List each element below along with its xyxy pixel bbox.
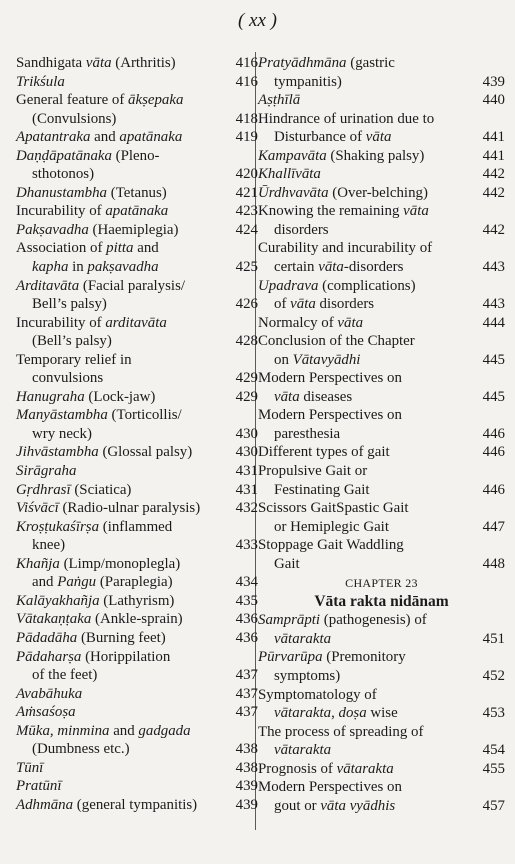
- entry-title: disorders: [274, 221, 329, 238]
- left-column: [16, 54, 258, 814]
- entry-title: Pādaharṣa (Horippilation: [16, 648, 171, 665]
- entry-title: Jihvāstambha (Glossal palsy): [16, 444, 193, 461]
- entry-title: Modern Perspectives on: [258, 779, 402, 796]
- entry-title: Incurability of apatānaka: [16, 203, 169, 220]
- page-number: 424: [235, 221, 258, 238]
- toc-entry[interactable]: [258, 239, 505, 276]
- entry-title: Temporary relief in: [16, 351, 132, 368]
- page-number: 446: [482, 444, 505, 461]
- toc-entry[interactable]: [16, 481, 258, 500]
- entry-title: Pratūnī: [16, 778, 62, 795]
- entry-title: Different types of gait: [258, 444, 390, 461]
- toc-entry[interactable]: [16, 406, 258, 443]
- page-number: 442: [482, 184, 505, 201]
- page-number: 442: [482, 166, 505, 183]
- toc-entry[interactable]: [258, 314, 505, 333]
- entry-title: Knowing the remaining vāta: [258, 203, 429, 220]
- toc-entry[interactable]: [258, 332, 505, 369]
- page-number: 431: [235, 481, 258, 498]
- toc-entry[interactable]: [258, 462, 505, 499]
- toc-entry[interactable]: [258, 443, 505, 462]
- entry-title: convulsions: [32, 370, 104, 387]
- entry-title: Tūnī: [16, 759, 44, 776]
- toc-entry[interactable]: [16, 221, 258, 240]
- page-number: 419: [235, 129, 258, 146]
- entry-title: Hanugraha (Lock-jaw): [16, 388, 156, 405]
- toc-entry[interactable]: [258, 499, 505, 536]
- toc-entry[interactable]: [258, 760, 505, 779]
- toc-entry[interactable]: [16, 147, 258, 184]
- page-number: 437: [235, 685, 258, 702]
- page-number: 445: [482, 388, 505, 405]
- entry-title: knee): [32, 537, 66, 554]
- toc-entry[interactable]: [16, 73, 258, 92]
- page-number: 447: [482, 518, 505, 535]
- entry-title: kapha in pakṣavadha: [32, 259, 159, 276]
- page-number: 448: [482, 555, 505, 572]
- page-number: 428: [235, 333, 258, 350]
- page-number: 446: [482, 425, 505, 442]
- entry-title: Disturbance of vāta: [274, 129, 392, 146]
- entry-title: Scissors GaitSpastic Gait: [258, 500, 409, 517]
- page-number: 438: [235, 741, 258, 758]
- page-number: 426: [235, 296, 258, 313]
- page-number: 420: [235, 166, 258, 183]
- page-number: 446: [482, 481, 505, 498]
- toc-entry[interactable]: [16, 722, 258, 759]
- chapter-label: CHAPTER 23: [345, 576, 418, 591]
- entry-title: (Bell’s palsy): [32, 333, 112, 350]
- toc-entry[interactable]: [16, 91, 258, 128]
- page-number: 416: [235, 55, 258, 71]
- toc-entry[interactable]: [16, 555, 258, 592]
- entry-title: Vātakaṇṭaka (Ankle-sprain): [16, 611, 183, 628]
- page-header: ( xx ): [237, 10, 278, 31]
- toc-entry[interactable]: [258, 723, 505, 760]
- toc-entry[interactable]: [16, 518, 258, 555]
- toc-entry[interactable]: [16, 388, 258, 407]
- entry-title: Modern Perspectives on: [258, 407, 402, 424]
- entry-title: Kroṣṭukaśīrṣa (inflammed: [16, 518, 173, 535]
- entry-title: Samprāpti (pathogenesis) of: [258, 612, 427, 629]
- entry-title: Arditavāta (Facial paralysis/: [16, 277, 185, 294]
- entry-title: Daṇḍāpatānaka (Pleno-: [16, 147, 160, 164]
- page-number: 432: [235, 500, 258, 517]
- page-number: 444: [482, 314, 505, 331]
- page-number: 436: [235, 611, 258, 628]
- entry-title: Kalāyakhañja (Lathyrism): [16, 592, 175, 609]
- entry-title: Aṣṭhīlā: [258, 92, 301, 109]
- toc-entry[interactable]: [16, 314, 258, 351]
- toc-entry[interactable]: [258, 202, 505, 239]
- entry-title: Khañja (Limp/monoplegla): [16, 555, 181, 572]
- toc-entry[interactable]: [258, 165, 505, 184]
- toc-entry[interactable]: [258, 369, 505, 406]
- entry-title: Hindrance of urination due to: [258, 110, 435, 127]
- page-number: 437: [235, 667, 258, 684]
- toc-entry[interactable]: [16, 202, 258, 221]
- page-number: 436: [235, 629, 258, 646]
- entry-title: Viśvācī (Radio-ulnar paralysis): [16, 500, 201, 517]
- entry-title: Avabāhuka: [16, 685, 83, 702]
- toc-entry[interactable]: [16, 462, 258, 481]
- toc-entry[interactable]: [16, 184, 258, 203]
- entry-title: of vāta disorders: [274, 296, 375, 313]
- entry-title: Mūka, minmina and gadgada: [16, 722, 191, 739]
- page-number: 445: [482, 351, 505, 368]
- toc-entry[interactable]: [16, 648, 258, 685]
- entry-title: Modern Perspectives on: [258, 370, 402, 387]
- entry-title: Stoppage Gait Waddling: [258, 537, 404, 554]
- toc-entry[interactable]: [16, 610, 258, 629]
- entry-title: Festinating Gait: [274, 481, 370, 498]
- entry-title: sthotonos): [32, 166, 95, 183]
- toc-entry[interactable]: [16, 443, 258, 462]
- page-number: 423: [235, 203, 258, 220]
- entry-title: vātarakta, doṣa wise: [274, 705, 398, 722]
- toc-entry[interactable]: [16, 54, 258, 73]
- entry-title: of the feet): [32, 667, 98, 684]
- page-number: 433: [235, 537, 258, 554]
- page-number: 425: [235, 259, 258, 276]
- entry-title: vātarakta: [274, 742, 332, 759]
- page-number: 452: [482, 667, 505, 684]
- entry-title: certain vāta-disorders: [274, 259, 404, 276]
- entry-title: Trikśula: [16, 73, 65, 90]
- entry-title: and Paṅgu (Paraplegia): [32, 574, 173, 591]
- entry-title: Pādadāha (Burning feet): [16, 629, 166, 646]
- toc-entry[interactable]: [258, 536, 505, 573]
- toc-entry[interactable]: [16, 796, 258, 815]
- toc-entry[interactable]: [258, 91, 505, 110]
- entry-title: The process of spreading of: [258, 723, 424, 740]
- toc-entry[interactable]: [16, 499, 258, 518]
- entry-title: Ūrdhvavāta (Over-belching): [258, 184, 428, 201]
- toc-entry[interactable]: [16, 277, 258, 314]
- toc-entry[interactable]: [16, 351, 258, 388]
- entry-title: Apatantraka and apatānaka: [16, 129, 183, 146]
- page-number: 430: [235, 444, 258, 461]
- page-number: 439: [235, 796, 258, 813]
- page-number: 434: [235, 574, 258, 591]
- page-number: 441: [482, 147, 505, 164]
- entry-title: Normalcy of vāta: [258, 314, 364, 331]
- toc-entry[interactable]: [16, 128, 258, 147]
- toc-entry[interactable]: [258, 110, 505, 147]
- entry-title: Khallīvāta: [258, 166, 321, 183]
- entry-title: (Convulsions): [32, 110, 117, 127]
- page-number: 443: [482, 296, 505, 313]
- page-number: 437: [235, 704, 258, 721]
- toc-entry[interactable]: [16, 777, 258, 796]
- entry-title: tympanitis): [274, 73, 342, 90]
- entry-title: or Hemiplegic Gait: [274, 518, 389, 535]
- page-number: 457: [482, 797, 505, 814]
- entry-title: Curability and incurability of: [258, 240, 433, 257]
- entry-title: vātarakta: [274, 630, 332, 647]
- page-number: 430: [235, 425, 258, 442]
- entry-title: Aṁsaśoṣa: [16, 704, 76, 721]
- page-number: 453: [482, 705, 505, 722]
- entry-title: paresthesia: [274, 425, 341, 442]
- toc-entry[interactable]: [16, 685, 258, 704]
- page-number: 441: [482, 129, 505, 146]
- toc-entry[interactable]: [258, 648, 505, 685]
- page-number: 443: [482, 259, 505, 276]
- page-number: 438: [235, 759, 258, 776]
- toc-entry[interactable]: [258, 54, 505, 91]
- entry-title: Incurability of arditavāta: [16, 314, 167, 331]
- page-number: 431: [235, 463, 258, 480]
- toc-entry[interactable]: [16, 629, 258, 648]
- page-number: 455: [482, 760, 505, 777]
- page-number: 429: [235, 388, 258, 405]
- entry-title: Manyāstambha (Torticollis/: [16, 407, 182, 424]
- entry-title: Gait: [274, 555, 300, 572]
- entry-title: Prognosis of vātarakta: [258, 760, 394, 777]
- toc-entry[interactable]: [258, 147, 505, 166]
- entry-title: (Dumbness etc.): [32, 741, 130, 758]
- chapter-title: Vāta rakta nidānam: [314, 593, 449, 611]
- entry-title: on Vātavyādhi: [274, 351, 361, 368]
- right-column: [258, 54, 505, 815]
- toc-entry[interactable]: [16, 239, 258, 276]
- page-number: 418: [235, 110, 258, 127]
- entry-title: Pratyādhmāna (gastric: [258, 55, 395, 71]
- toc-entry[interactable]: [258, 686, 505, 723]
- page-number: 435: [235, 592, 258, 609]
- entry-title: Bell’s palsy): [32, 296, 107, 313]
- entry-title: General feature of ākṣepaka: [16, 92, 184, 109]
- page-number: 440: [482, 92, 505, 109]
- toc-entry[interactable]: [16, 703, 258, 722]
- page-number: 454: [482, 742, 505, 759]
- page-number: 439: [235, 778, 258, 795]
- toc-entry[interactable]: [258, 184, 505, 203]
- toc-entry[interactable]: [258, 277, 505, 314]
- entry-title: Pakṣavadha (Haemiplegia): [16, 221, 179, 238]
- entry-title: gout or vāta vyādhis: [274, 797, 396, 814]
- entry-title: Propulsive Gait or: [258, 463, 368, 480]
- entry-title: Pūrvarūpa (Premonitory: [258, 649, 406, 666]
- page-number: 429: [235, 370, 258, 387]
- entry-title: Gṛdhrasī (Sciatica): [16, 481, 132, 498]
- page-number: 451: [482, 630, 505, 647]
- entry-title: wry neck): [32, 425, 92, 442]
- entry-title: Conclusion of the Chapter: [258, 333, 415, 350]
- toc-entry[interactable]: [258, 778, 505, 815]
- entry-title: Sandhigata vāta (Arthritis): [16, 55, 176, 71]
- page-number: 421: [235, 184, 258, 201]
- toc-entry[interactable]: [258, 611, 505, 648]
- entry-title: symptoms): [274, 667, 341, 684]
- page-number: 416: [235, 73, 258, 90]
- page-number: 442: [482, 221, 505, 238]
- entry-title: Association of pitta and: [16, 240, 159, 257]
- page-number: 439: [482, 73, 505, 90]
- entry-title: Upadrava (complications): [258, 277, 416, 294]
- entry-title: Kampavāta (Shaking palsy): [258, 147, 425, 164]
- toc-entry[interactable]: [258, 406, 505, 443]
- entry-title: Adhmāna (general tympanitis): [16, 796, 198, 813]
- toc-entry[interactable]: [16, 592, 258, 611]
- entry-title: Sirāgraha: [16, 463, 77, 480]
- entry-title: Symptomatology of: [258, 686, 377, 703]
- toc-entry[interactable]: [16, 759, 258, 778]
- entry-title: vāta diseases: [274, 388, 353, 405]
- entry-title: Dhanustambha (Tetanus): [16, 184, 167, 201]
